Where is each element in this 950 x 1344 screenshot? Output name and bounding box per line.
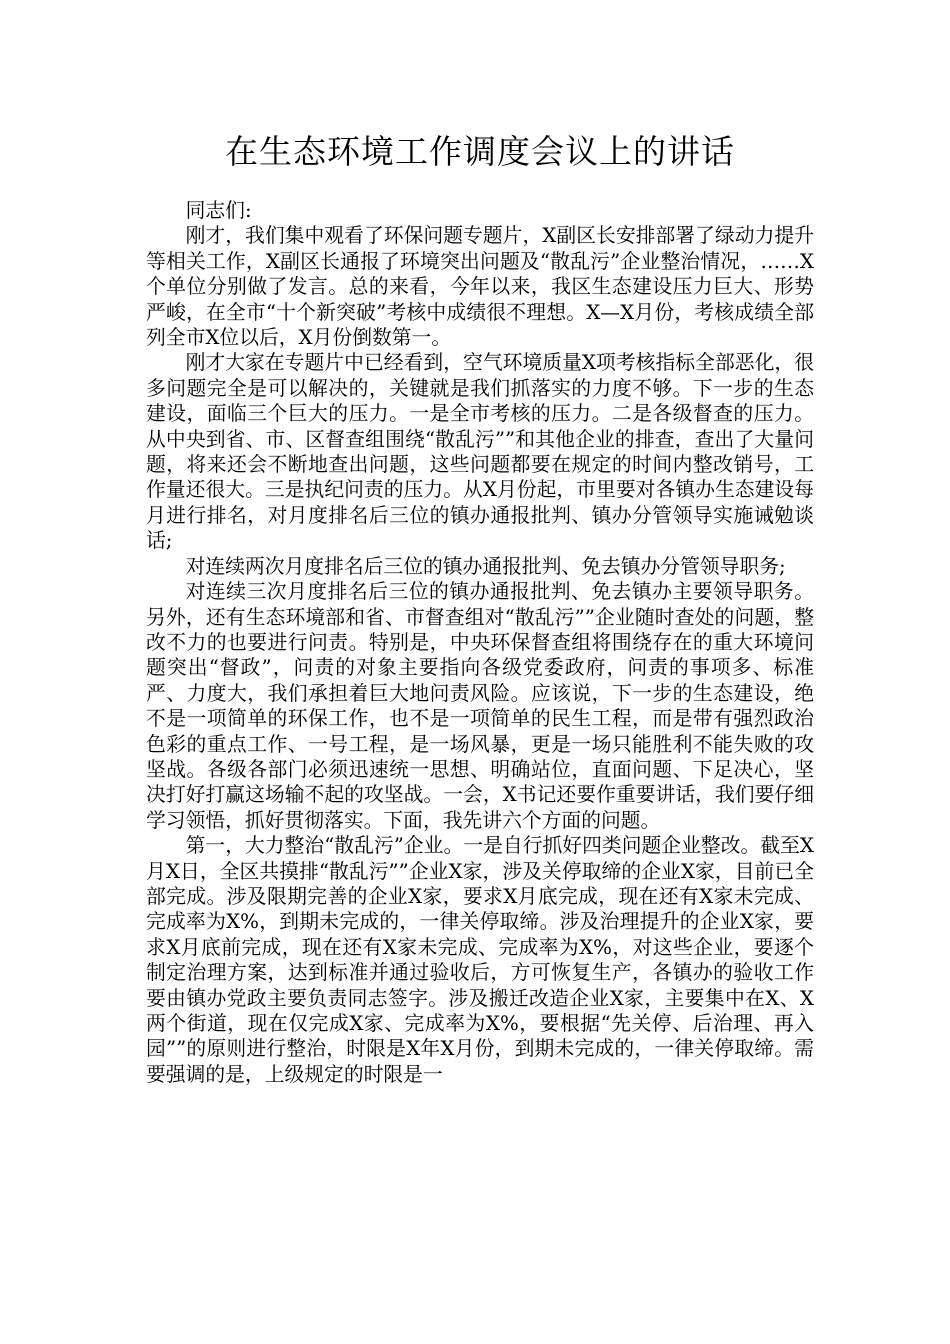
paragraph-2: 刚才大家在专题片中已经看到，空气环境质量X项考核指标全部恶化，很多问题完全是可以解决的，关键就是我们抓落实的力度不够。下一步的生态建设，面临三个巨大的压力。一是全市考核的压力。二是各级督查的压力。从中央到省、市、区督查组围绕“散乱污””和其他企业的排查，查出了大量问题，将来还会不断地查出问题，这些问题都要在规定的时间内整改销号，工作量还很大。三是执纪问责的压力。从X月份起，市里要对各镇办生态建设每月进行排名，对月度排名后三位的镇办通报批判、镇办分管领导实施诫勉谈话; bbox=[146, 351, 814, 553]
document-body bbox=[146, 198, 814, 1087]
paragraph-4: 对连续三次月度排名后三位的镇办通报批判、免去镇办主要领导职务。另外，还有生态环境部和省、市督查组对“散乱污””企业随时查处的问题，整改不力的也要进行问责。特别是，中央环保督查组将围绕存在的重大环境问题突出“督政”，问责的对象主要指向各级党委政府，问责的事项多、标准严、力度大，我们承担着巨大地问责风险。应该说，下一步的生态建设，绝不是一项简单的环保工作，也不是一项简单的民生工程，而是带有强烈政治色彩的重点工作、一号工程，是一场风暴，更是一场只能胜利不能失败的攻坚战。各级各部门必须迅速统一思想、明确站位，直面问题、下足决心，坚决打好打赢这场输不起的攻坚战。一会，X书记还要作重要讲话，我们要仔细学习领悟，抓好贯彻落实。下面，我先讲六个方面的问题。 bbox=[146, 580, 814, 832]
document-page bbox=[146, 0, 814, 1087]
document-title: 在生态环境工作调度会议上的讲话 bbox=[225, 132, 735, 171]
paragraph-1: 刚才，我们集中观看了环保问题专题片，X副区长安排部署了绿动力提升等相关工作，X副区长通报了环境突出问题及“散乱污”企业整治情况，……X个单位分别做了发言。总的来看，今年以来，我区生态建设压力巨大、形势严峻，在全市“十个新突破”考核中成绩很不理想。X—X月份，考核成绩全部列全市X位以后，X月份倒数第一。 bbox=[146, 224, 814, 350]
paragraph-3: 对连续两次月度排名后三位的镇办通报批判、免去镇办分管领导职务; bbox=[185, 554, 786, 578]
salutation: 同志们: bbox=[185, 199, 252, 222]
paragraph-5: 第一，大力整治“散乱污”企业。一是自行抓好四类问题企业整改。截至X月X日，全区共摸排“散乱污””企业X家，涉及关停取缔的企业X家，目前已全部完成。涉及限期完善的企业X家，要求X月底完成，现在还有X家未完成、完成率为X%，到期未完成的，一律关停取缔。涉及治理提升的企业X家，要求X月底前完成，现在还有X家未完成、完成率为X%，对这些企业，要逐个制定治理方案，达到标准并通过验收后，方可恢复生产，各镇办的验收工作要由镇办党政主要负责同志签字。涉及搬迁改造企业X家，主要集中在X、X两个街道，现在仅完成X家、完成率为X%，要根据“先关停、后治理、再入园””的原则进行整治，时限是X年X月份，到期未完成的，一律关停取缔。需要强调的是，上级规定的时限是一 bbox=[146, 834, 814, 1086]
